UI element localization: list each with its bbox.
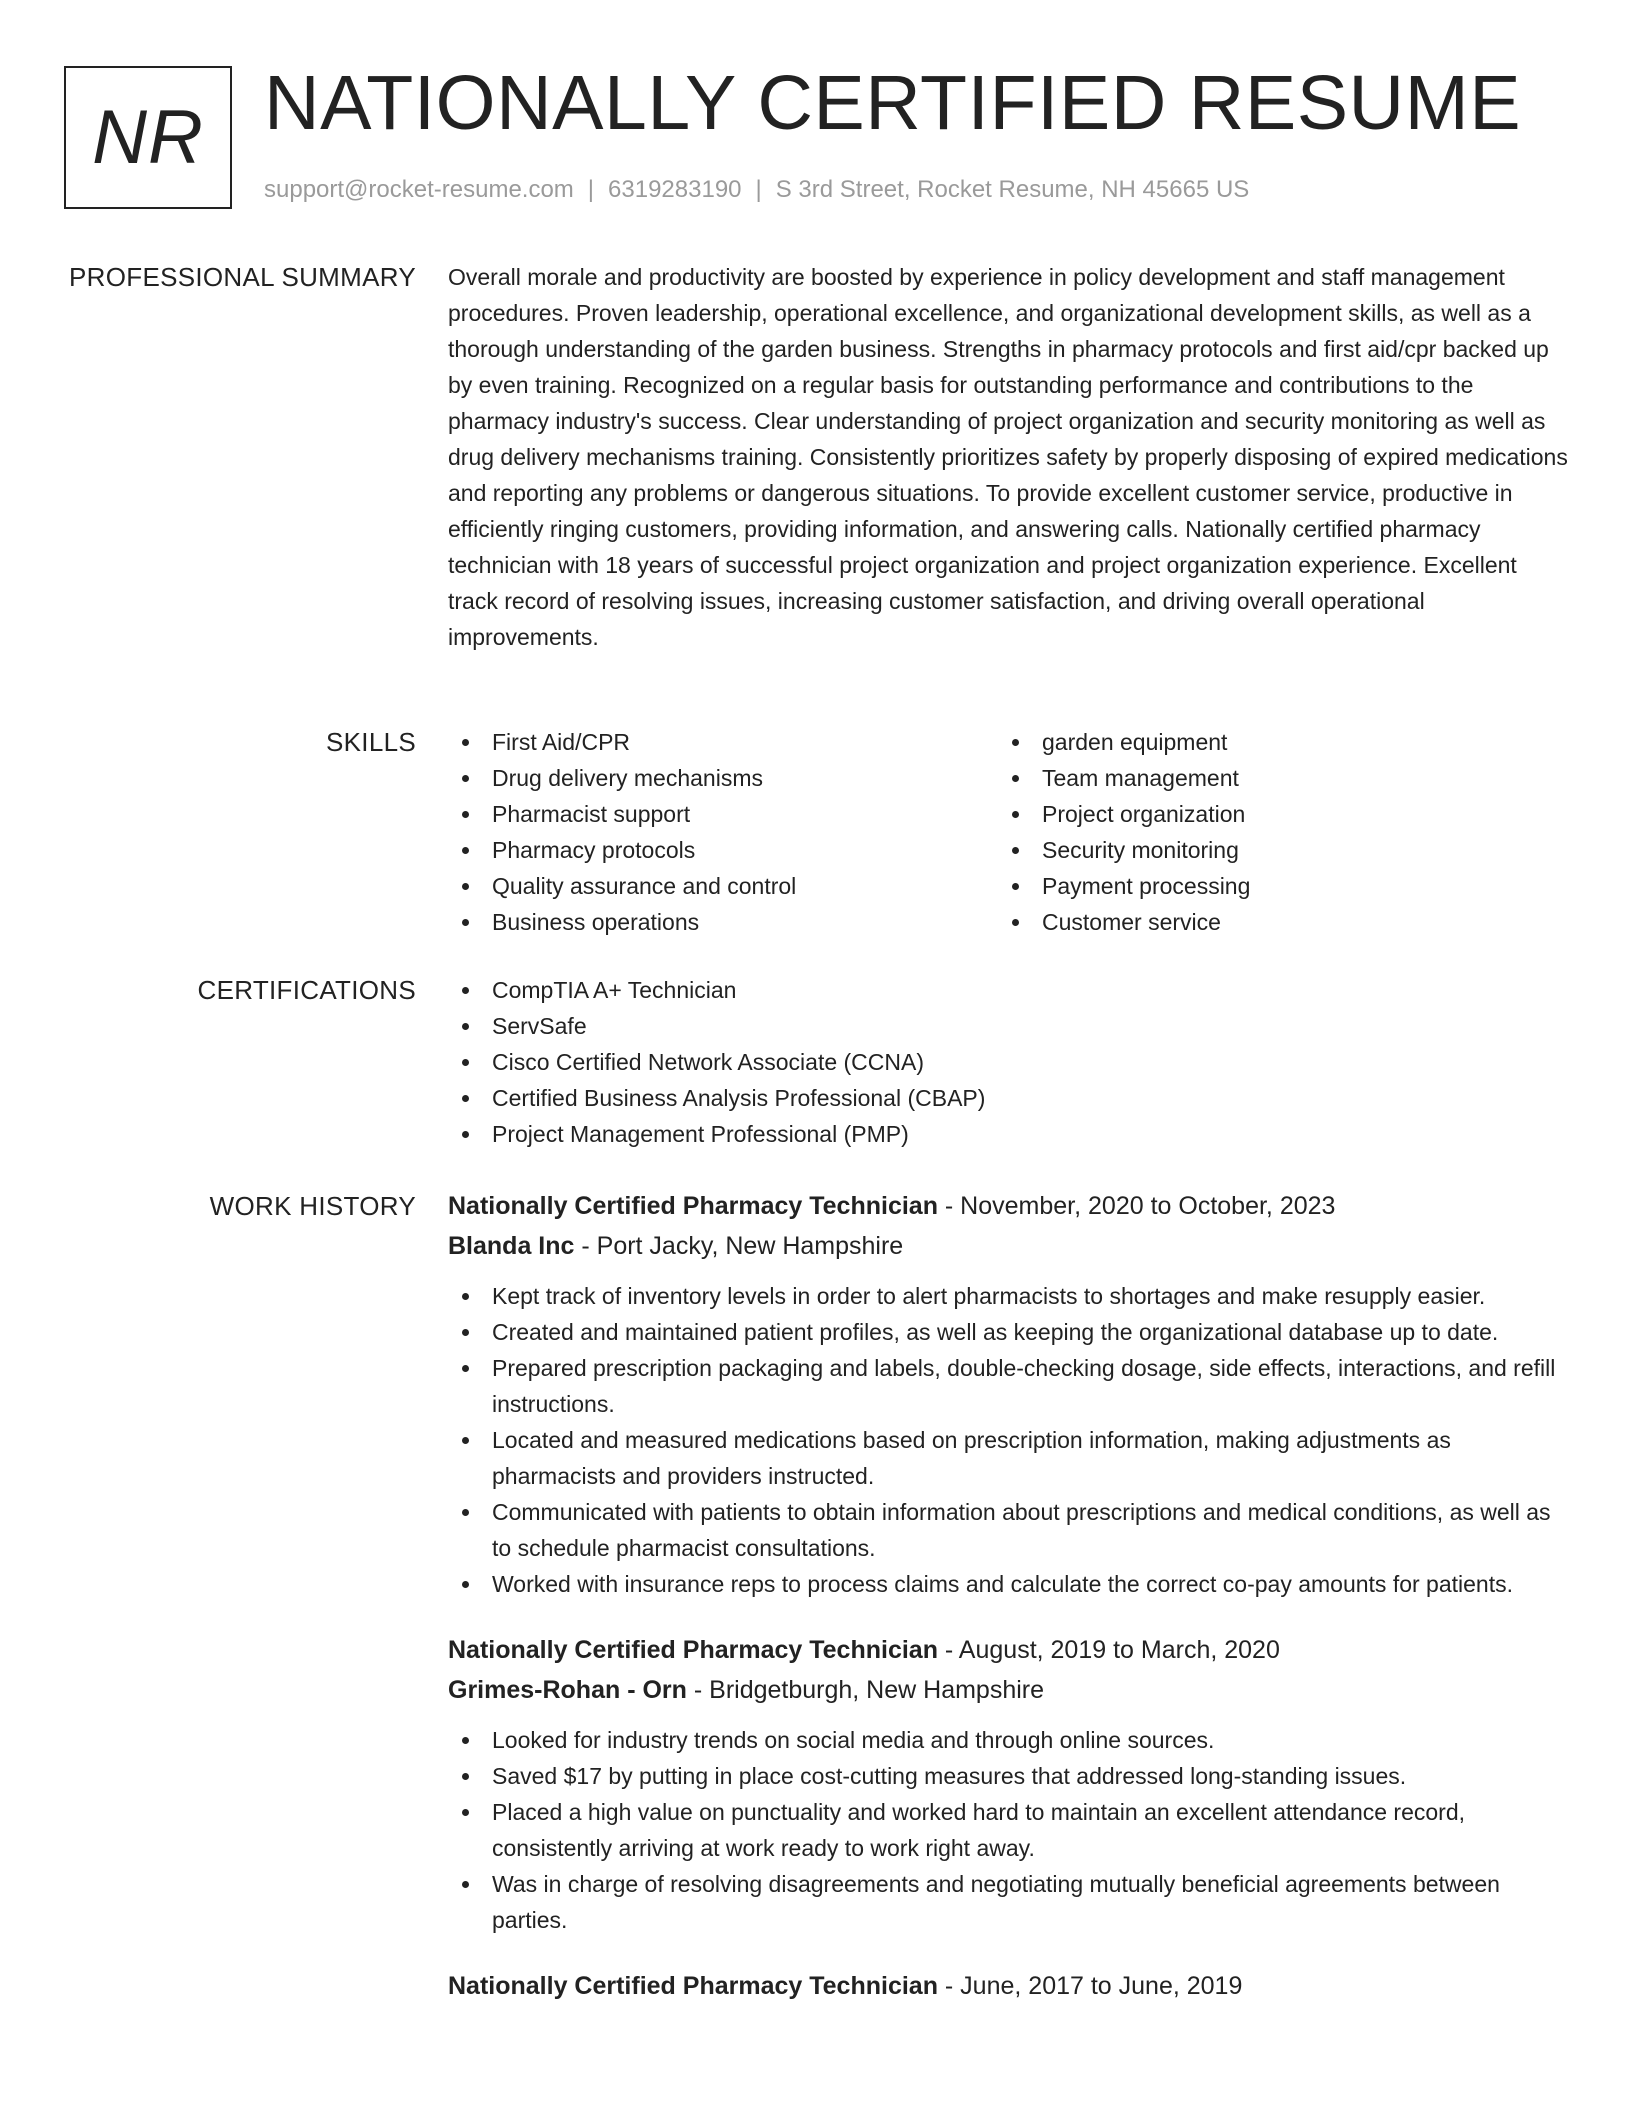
job-title: Nationally Certified Pharmacy Technician (448, 1636, 938, 1664)
certifications-heading: CERTIFICATIONS (197, 975, 416, 1005)
skills-column-left (448, 724, 998, 940)
contact-separator: | (755, 176, 762, 203)
contact-email: support@rocket-resume.com (264, 176, 574, 203)
job-bullet: Worked with insurance reps to process claims and calculate the correct co-pay amounts for patients. (448, 1566, 1568, 1602)
contact-address: S 3rd Street, Rocket Resume, NH 45665 US (775, 176, 1250, 203)
contact-line (264, 176, 1249, 204)
certification-item: ServSafe (448, 1008, 1568, 1044)
skill-item: Pharmacy protocols (448, 832, 998, 868)
job-bullet: Saved $17 by putting in place cost-cutting measures that addressed long-standing issues. (448, 1758, 1568, 1794)
job-bullet: Communicated with patients to obtain information about prescriptions and medical conditions, as well as to schedule pharmacist consultations. (448, 1494, 1568, 1566)
skills-heading: SKILLS (326, 727, 416, 757)
job-title-line (448, 1186, 1568, 1226)
summary-text: Overall morale and productivity are boosted by experience in policy development and staff management procedures. Proven leadership, operational excellence, and organizational development skills, as well as a thorough understanding of the garden business. Strengths in pharmacy protocols and first aid/cpr backed up by even training. Recognized on a regular basis for outstanding performance and contributions to the pharmacy industry's success. Clear understanding of project organization and security monitoring as well as drug delivery mechanisms training. Consistently prioritizes safety by properly disposing of expired medications and reporting any problems or dangerous situations. To provide excellent customer service, productive in efficiently ringing customers, providing information, and answering calls. Nationally certified pharmacy technician with 18 years of successful project organization and project organization experience. Excellent track record of resolving issues, increasing customer satisfaction, and driving overall operational improvements. (448, 264, 1568, 650)
job-entry (448, 1186, 1568, 1602)
job-bullet: Created and maintained patient profiles, as well as keeping the organizational database up to date. (448, 1314, 1568, 1350)
skill-item: Pharmacist support (448, 796, 998, 832)
certifications-list (448, 972, 1568, 1152)
job-bullet: Placed a high value on punctuality and worked hard to maintain an excellent attendance record, consistently arriving at work ready to work right away. (448, 1794, 1568, 1866)
skill-item: garden equipment (998, 724, 1548, 760)
job-dates: - November, 2020 to October, 2023 (937, 1192, 1336, 1220)
skill-item: Customer service (998, 904, 1548, 940)
job-location: - Bridgetburgh, New Hampshire (686, 1676, 1045, 1704)
skill-item: Project organization (998, 796, 1548, 832)
work-history-heading: WORK HISTORY (209, 1191, 416, 1221)
skill-item: Business operations (448, 904, 998, 940)
job-bullet: Looked for industry trends on social media and through online sources. (448, 1722, 1568, 1758)
job-entry (448, 1966, 1568, 2006)
job-location: - Port Jacky, New Hampshire (574, 1232, 904, 1260)
certification-item: Project Management Professional (PMP) (448, 1116, 1568, 1152)
job-bullet: Prepared prescription packaging and labels, double-checking dosage, side effects, interactions, and refill instructions. (448, 1350, 1568, 1422)
job-title-line (448, 1966, 1568, 2006)
monogram-logo (64, 66, 232, 209)
job-title-line (448, 1630, 1568, 1670)
work-history (448, 1186, 1568, 2034)
job-company-line (448, 1226, 1568, 1266)
skill-item: Drug delivery mechanisms (448, 760, 998, 796)
monogram-initials: NR (92, 95, 204, 180)
job-entry (448, 1630, 1568, 1938)
certification-item: CompTIA A+ Technician (448, 972, 1568, 1008)
certification-item: Cisco Certified Network Associate (CCNA) (448, 1044, 1568, 1080)
job-title: Nationally Certified Pharmacy Technician (448, 1972, 938, 2000)
skills-list (448, 724, 1568, 940)
certification-item: Certified Business Analysis Professional (CBAP) (448, 1080, 1568, 1116)
skill-item: Quality assurance and control (448, 868, 998, 904)
job-company: Grimes-Rohan - Orn (448, 1676, 687, 1704)
job-dates: - June, 2017 to June, 2019 (937, 1972, 1243, 2000)
skill-item: Security monitoring (998, 832, 1548, 868)
job-dates: - August, 2019 to March, 2020 (937, 1636, 1280, 1664)
skill-item: First Aid/CPR (448, 724, 998, 760)
contact-separator: | (587, 176, 595, 203)
contact-phone: 6319283190 (608, 176, 742, 203)
skill-item: Team management (998, 760, 1548, 796)
skill-item: Payment processing (998, 868, 1548, 904)
job-bullet: Located and measured medications based on prescription information, making adjustments as pharmacists and providers instructed. (448, 1422, 1568, 1494)
job-bullet: Kept track of inventory levels in order to alert pharmacists to shortages and make resupply easier. (448, 1278, 1568, 1314)
skills-column-right (998, 724, 1548, 940)
job-title: Nationally Certified Pharmacy Technician (448, 1192, 938, 1220)
summary-heading: PROFESSIONAL SUMMARY (69, 262, 416, 292)
job-company-line (448, 1670, 1568, 1710)
job-bullet: Was in charge of resolving disagreements and negotiating mutually beneficial agreements between parties. (448, 1866, 1568, 1938)
resume-title: NATIONALLY CERTIFIED RESUME (264, 60, 1522, 146)
job-company: Blanda Inc (448, 1232, 575, 1260)
